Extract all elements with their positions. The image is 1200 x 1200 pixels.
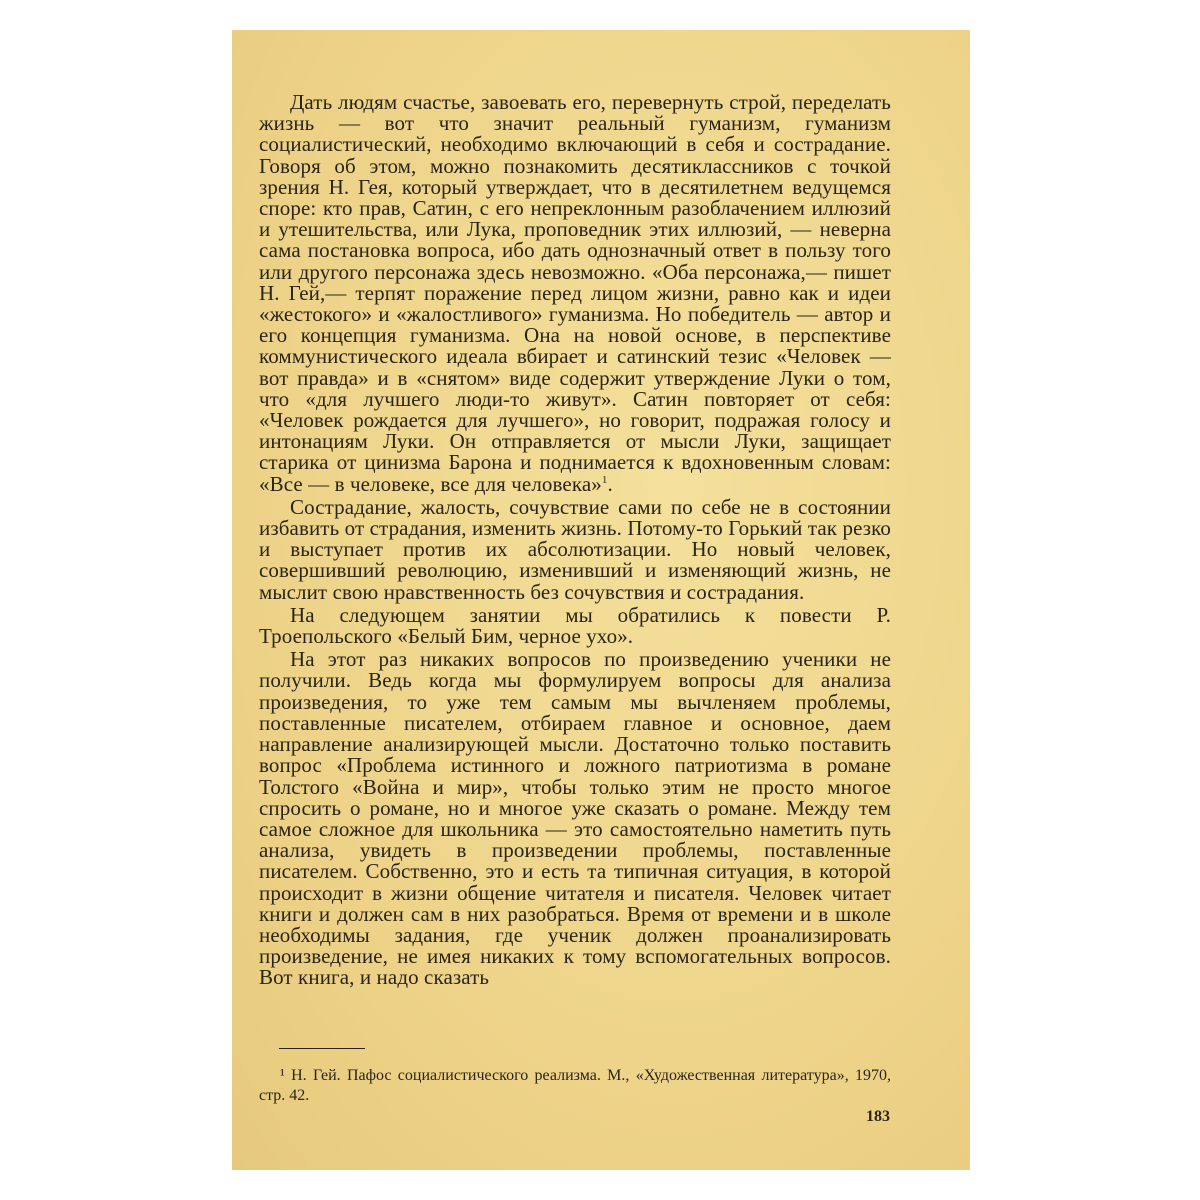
paragraph-3: На следующем занятии мы обратились к повести Р. Троепольского «Белый Бим, черное ухо». [259,602,891,649]
book-page [232,30,970,1170]
paragraph-4: На этот раз никаких вопросов по произведению ученики не получили. Ведь когда мы формулируем вопросы для анализа произведения, то уже тем самым мы вычленяем проблемы, поставленные писателем, отбираем главное и основное, даем направление анализирующей мысли. Достаточно только поставить вопрос «Проблема истинного и ложного патриотизма в романе Толстого «Война и мир», чтобы только этим не просто многое спросить о романе, но и многое уже сказать о романе. Между тем самое сложное для школьника — это самостоятельно наметить путь анализа, увидеть в произведении проблемы, поставленные писателем. Собственно, это и есть та типичная ситуация, в которой происходит в жизни общение читателя и писателя. Человек читает книги и должен сам в них разобраться. Время от времени и в школе необходимы задания, где ученик должен проанализировать произведение, не имея никаких к тому вспомогательных вопросов. Вот книга, и надо сказать [259,647,891,990]
body-text [259,92,891,991]
paragraph-1-text: Дать людям счастье, завоевать его, перевернуть строй, переделать жизнь — вот что значит реальный гуманизм, гуманизм социалистический, необходимо включающий в себя и сострадание. Говоря об этом, можно познакомить десятиклассников с точкой зрения Н. Гея, который утверждает, что в десятилетнем ведущемся споре: кто прав, Сатин, с его непреклонным разоблачением иллюзий и утешительства, или Лука, проповедник этих иллюзий, — неверна сама постановка вопроса, ибо дать однозначный ответ в пользу того или другого персонажа здесь невозможно. «Оба персонажа,— пишет Н. Гей,— терпят поражение перед лицом жизни, равно как и идеи «жестокого» и «жалостливого» гуманизма. Но победитель — автор и его концепция гуманизма. Она на новой основе, в перспективе коммунистического идеала вбирает и сатинский тезис «Человек — вот правда» и в «снятом» виде содержит утверждение Луки о том, что «для лучшего люди-то живут». Сатин повторяет от себя: «Человек рождается для лучшего», но говорит, подражая голосу и интонациям Луки. Он отправляется от мысли Луки, защищает старика от цинизма Барона и поднимается к вдохновенным словам: «Все — в человеке, все для человека» [259,90,891,496]
paragraph-1 [259,92,891,495]
paragraph-2: Сострадание, жалость, сочувствие сами по себе не в состоянии избавить от страдания, изменить жизнь. Потому-то Горький так резко и выступает против их абсолютизации. Но новый человек, совершивший революцию, изменивший и изменяющий жизнь, не мыслит свою нравственность без сочувствия и сострадания. [259,494,891,604]
footnote-divider [279,1048,365,1049]
paragraph-1-end: . [607,471,613,496]
footnote-marker: 1 [601,473,608,486]
page-number: 183 [866,1108,890,1125]
footnote: ¹ Н. Гей. Пафос социалистического реализма. М., «Художественная литература», 1970, стр. 42. [259,1067,891,1104]
